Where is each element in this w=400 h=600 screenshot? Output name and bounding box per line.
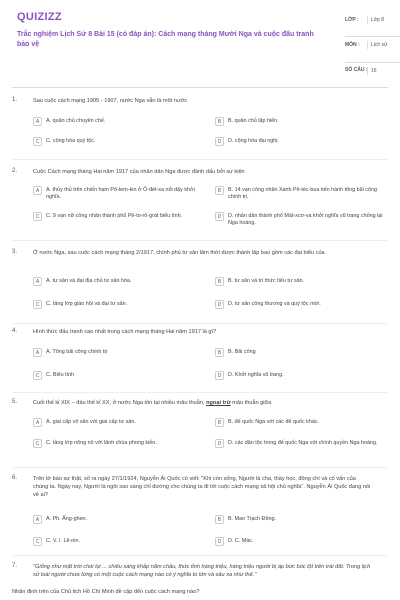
divider xyxy=(12,323,388,324)
option-text: A. Ph. Ăng-ghen. xyxy=(46,516,88,522)
question-1 xyxy=(12,97,388,157)
question-number: 4. xyxy=(12,328,18,334)
question-6 xyxy=(12,475,388,553)
option-letter: B xyxy=(215,117,224,126)
option-text: D. cộng hòa đại nghị. xyxy=(228,138,279,144)
worksheet-header xyxy=(12,0,388,88)
option-a[interactable] xyxy=(33,348,203,357)
option-a[interactable] xyxy=(33,186,203,201)
option-text: B. tư sản và trí thức tiểu tư sản. xyxy=(228,278,305,284)
question-number: 2. xyxy=(12,168,18,174)
option-d[interactable] xyxy=(215,300,385,309)
option-letter: D xyxy=(215,300,224,309)
option-letter: D xyxy=(215,371,224,380)
question-3 xyxy=(12,249,388,319)
option-text: B. Mao Trạch Đông. xyxy=(228,516,276,522)
divider xyxy=(12,240,388,241)
divider xyxy=(12,555,388,556)
option-text: A. thủy thủ trên chiến hạm Pô-tem-kin ở Ô-đét-xa nổi dậy khởi nghĩa. xyxy=(46,187,195,200)
option-text: C. V. I. Lê-nin. xyxy=(46,538,80,544)
option-letter: C xyxy=(33,439,42,448)
option-a[interactable] xyxy=(33,277,203,286)
question-text: Cuộc Cách mạng tháng Hai năm 1917 của nhân dân Nga được đánh dấu bởi sự kiện xyxy=(33,169,245,175)
option-text: D. nhân dân thành phố Mát-xcơ-va khởi nghĩa vũ trang chống lại Nga hoàng. xyxy=(228,213,383,226)
option-letter: C xyxy=(33,537,42,546)
question-number: 6. xyxy=(12,475,18,481)
option-b[interactable] xyxy=(215,348,385,357)
question-quote: "Giống như mặt trời chói lọi ... chiếu sáng khắp năm châu, thức tỉnh hàng triệu, hàng triệu người bị áp bức bóc lột trên trái đất. Trong lịch sử loài người chưa từng có một cuộc cách mạng nào có ý nghĩa to lớn và sâu xa như thế." xyxy=(33,564,371,578)
question-5 xyxy=(12,399,388,469)
option-letter: C xyxy=(33,137,42,146)
option-c[interactable] xyxy=(33,371,203,380)
option-b[interactable] xyxy=(215,117,385,126)
question-text: Trên tờ báo sự thật, số ra ngày 27/1/1924, Nguyễn Ái Quốc có viết: "Khi còn sống, Người là cha, thầy học, đồng chí và cố vấn của chúng ta. Ngày nay, Người là ngôi sao sáng chỉ đường cho chúng ta đi tới cuộc cách mạng xã hội chủ nghĩa". Nguyễn Ái Quốc đang nói về ai? xyxy=(33,476,371,498)
option-c[interactable] xyxy=(33,439,203,448)
option-c[interactable] xyxy=(33,212,203,221)
option-text: B. Bãi công xyxy=(228,349,256,355)
option-letter: D xyxy=(215,537,224,546)
subject-label: MÔN : xyxy=(345,42,360,48)
option-letter: D xyxy=(215,137,224,146)
question-text xyxy=(33,399,371,407)
option-text: A. quân chủ chuyên chế. xyxy=(46,118,106,124)
option-text: C. Biểu tình xyxy=(46,372,75,378)
option-letter: A xyxy=(33,348,42,357)
option-letter: B xyxy=(215,418,224,427)
worksheet-title: Trắc nghiệm Lịch Sử 8 Bài 15 (có đáp án): Cách mạng tháng Mười Nga và cuộc đấu tranh bảo vệ xyxy=(17,31,314,48)
question-number: 1. xyxy=(12,97,18,103)
question-4 xyxy=(12,328,388,388)
option-letter: A xyxy=(33,418,42,427)
divider xyxy=(12,467,388,468)
option-letter: C xyxy=(33,371,42,380)
divider xyxy=(12,392,388,393)
question-text-emphasis: ngoại trừ xyxy=(206,400,231,406)
option-d[interactable] xyxy=(215,137,385,146)
question-count-value: 16 xyxy=(367,67,397,75)
option-c[interactable] xyxy=(33,137,203,146)
option-text: C. tầng lớp giáo hội và đại tư sản. xyxy=(46,301,128,307)
option-a[interactable] xyxy=(33,117,203,126)
option-letter: D xyxy=(215,212,224,221)
option-letter: C xyxy=(33,300,42,309)
option-letter: A xyxy=(33,117,42,126)
option-a[interactable] xyxy=(33,515,203,524)
option-text: D. Khởi nghĩa vũ trang. xyxy=(228,372,284,378)
option-text: B. quân chủ lập hiến. xyxy=(228,118,279,124)
option-text: C. 9 vạn nữ công nhân thành phố Pê-to-rô-grát biểu tình. xyxy=(46,213,183,219)
option-text: D. các dân tộc trong đế quốc Nga với chính quyền Nga hoàng. xyxy=(228,440,378,446)
option-b[interactable] xyxy=(215,186,385,201)
option-d[interactable] xyxy=(215,537,385,546)
option-letter: B xyxy=(215,348,224,357)
question-text: Hình thức đấu tranh cao nhất trong cách mạng tháng Hai năm 1917 là gì? xyxy=(33,329,217,335)
divider xyxy=(12,159,388,160)
option-b[interactable] xyxy=(215,515,385,524)
question-text-part: mâu thuẫn giữa xyxy=(230,400,272,406)
question-text: Ở nước Nga, sau cuộc cách mạng tháng 2/1917, chính phủ tư sản lâm thời được thành lập bao gồm các đại biểu của xyxy=(33,250,325,256)
question-2 xyxy=(12,168,388,243)
option-letter: D xyxy=(215,439,224,448)
quizizz-logo: QUIZIZZ xyxy=(17,11,62,23)
option-letter: C xyxy=(33,212,42,221)
question-text: Sau cuộc cách mạng 1905 - 1907, nước Nga vẫn là một nước xyxy=(33,98,188,104)
option-text: D. tư sản công thương và quý tộc mới. xyxy=(228,301,321,307)
option-text: C. tầng lớp nông nô với lãnh chúa phong kiến. xyxy=(46,440,157,446)
option-b[interactable] xyxy=(215,277,385,286)
option-text: A. tư sản và đại địa chủ tư sản hóa. xyxy=(46,278,132,284)
option-text: C. cộng hòa quý tộc. xyxy=(46,138,96,144)
option-letter: B xyxy=(215,277,224,286)
option-a[interactable] xyxy=(33,418,203,427)
question-7 xyxy=(12,563,388,600)
class-value: Lớp 8 xyxy=(367,16,397,24)
option-letter: A xyxy=(33,186,42,195)
option-d[interactable] xyxy=(215,439,385,448)
option-text: A. Tổng bãi công chính trị xyxy=(46,349,108,355)
option-letter: B xyxy=(215,515,224,524)
question-number: 5. xyxy=(12,399,18,405)
option-d[interactable] xyxy=(215,371,385,380)
option-b[interactable] xyxy=(215,418,385,427)
option-text: D. C. Mác. xyxy=(228,538,254,544)
option-c[interactable] xyxy=(33,300,203,309)
question-text: Nhận định trên của Chủ tịch Hồ Chí Minh đề cập đến cuộc cách mạng nào? xyxy=(12,589,200,595)
subject-value: Lịch sử xyxy=(367,41,397,49)
option-d[interactable] xyxy=(215,212,385,227)
question-text-part: Cuối thế kỉ XIX – đầu thế kỉ XX, ở nước Nga tồn tại nhiều mâu thuẫn, xyxy=(33,400,207,406)
option-text: B. đế quốc Nga với các đế quốc khác. xyxy=(228,419,320,425)
option-text: A. giai cấp vô sản với giai cấp tư sản. xyxy=(46,419,136,425)
question-number: 7. xyxy=(12,563,18,569)
option-text: B. 14 vạn công nhân Xanh Pê-téc-bua tiến hành tổng bãi công chính trị. xyxy=(228,187,377,200)
option-c[interactable] xyxy=(33,537,203,546)
option-letter: A xyxy=(33,515,42,524)
class-label: LỚP : xyxy=(345,17,359,23)
question-number: 3. xyxy=(12,249,18,255)
option-letter: B xyxy=(215,186,224,195)
option-letter: A xyxy=(33,277,42,286)
question-count-label: SỐ CÂU : xyxy=(345,67,368,73)
